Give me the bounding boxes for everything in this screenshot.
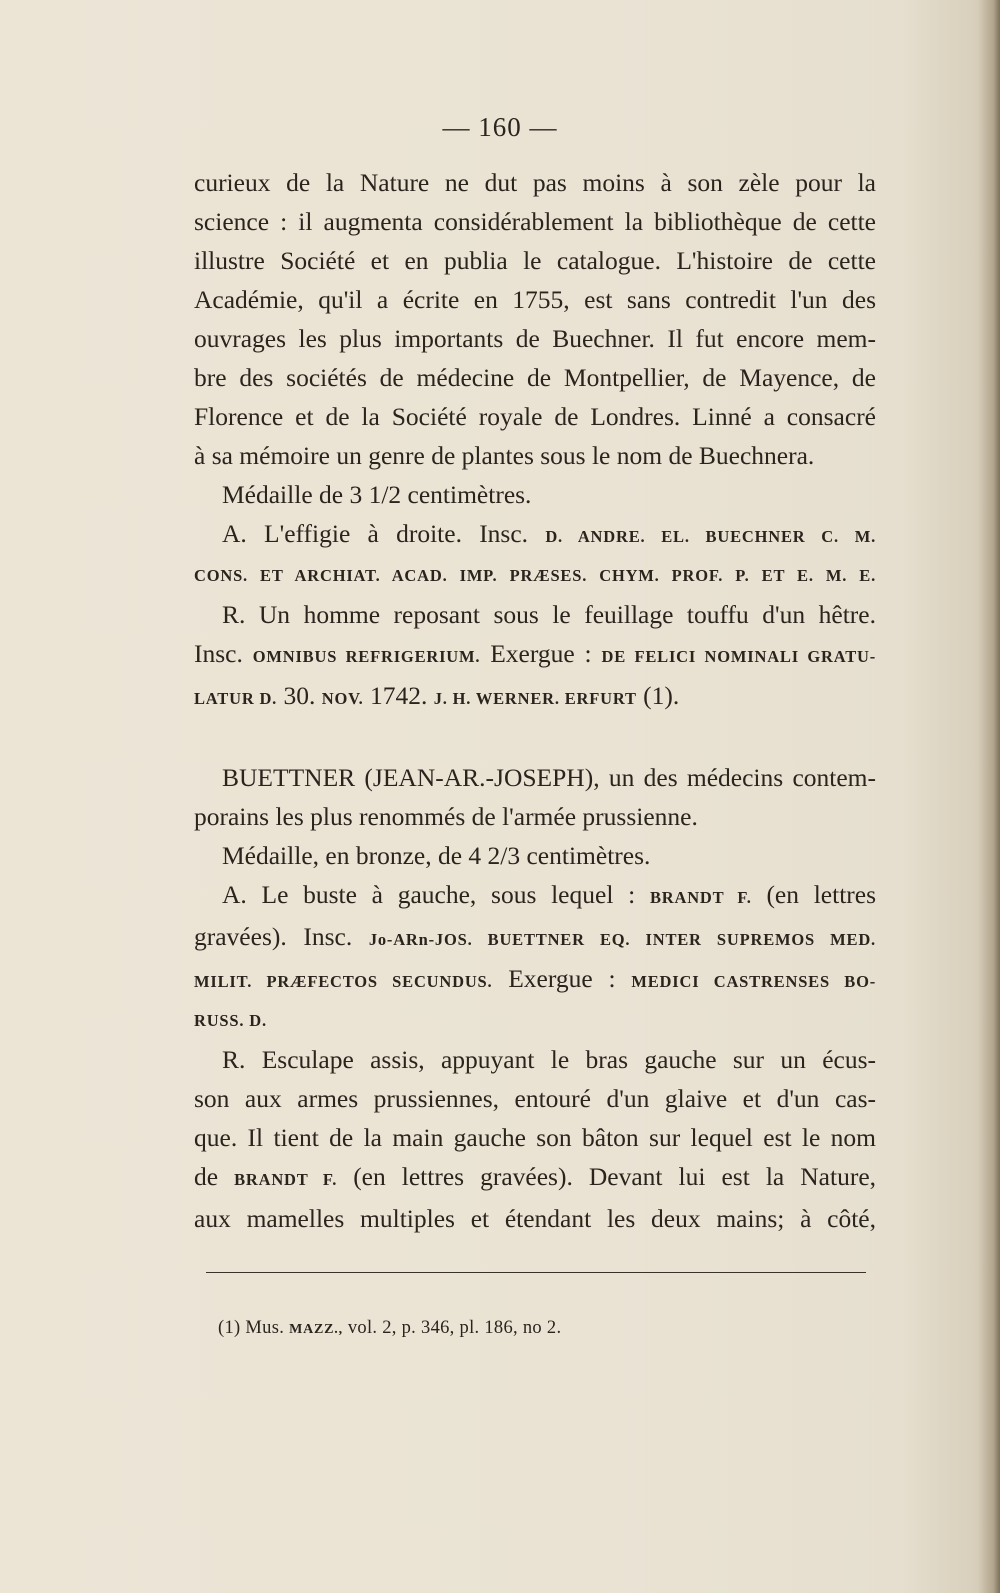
inscription: BRANDT F. — [234, 1170, 338, 1189]
text-line: Académie, qu'il a écrite en 1755, est sans contredit l'un des — [194, 285, 876, 314]
inscription: DE FELICI NOMINALI GRATU- — [601, 647, 877, 666]
text-segment: 1742. — [369, 681, 428, 710]
text-line — [194, 1157, 876, 1199]
footnote-text: vol. 2, p. 346, pl. 186, no 2. — [347, 1318, 562, 1338]
text-line: à sa mémoire un genre de plantes sous le nom de Buechnera. — [194, 441, 815, 470]
text-segment: Insc. — [194, 639, 243, 668]
text-line: porains les plus renommés de l'armée prussienne. — [194, 802, 698, 831]
text-line — [194, 875, 876, 917]
inscription: J. H. WERNER. ERFURT — [433, 689, 637, 708]
inscription: BRANDT F. — [649, 888, 752, 907]
text-line: science : il augmenta considérablement la bibliothèque de cette — [194, 207, 876, 236]
inscription: LATUR D. — [194, 689, 278, 708]
inscription: MEDICI CASTRENSES BO- — [631, 972, 877, 991]
inscription: MILIT. PRÆFECTOS SECUNDUS. — [194, 972, 493, 991]
text-line: curieux de la Nature ne dut pas moins à son zèle pour la — [194, 168, 876, 197]
text-line: que. Il tient de la main gauche son bâton sur lequel est le nom — [194, 1123, 876, 1152]
text-segment: Exergue : — [490, 639, 592, 668]
footnote-divider — [206, 1272, 866, 1273]
footnote — [218, 1318, 561, 1339]
text-line: son aux armes prussiennes, entouré d'un glaive et d'un cas- — [194, 1084, 876, 1113]
text-line: Médaille de 3 1/2 centimètres. — [222, 480, 532, 509]
footnote-reference: (1). — [643, 681, 680, 710]
footnote-abbrev: MAZZ., — [289, 1322, 343, 1337]
inscription: OMNIBUS REFRIGERIUM. — [252, 647, 481, 666]
text-line — [194, 634, 876, 676]
text-line: ouvrages les plus importants de Buechner. Il fut encore mem- — [194, 324, 876, 353]
text-segment: de — [194, 1162, 219, 1191]
text-segment: (en lettres — [766, 880, 877, 909]
text-segment: gravées). Insc. — [194, 922, 353, 951]
text-line — [194, 917, 876, 959]
section-gap — [194, 718, 876, 758]
text-line: Médaille, en bronze, de 4 2/3 centimètres. — [222, 841, 651, 870]
text-line — [194, 514, 876, 556]
text-line — [194, 959, 876, 1001]
text-segment: A. L'effigie à droite. Insc. — [222, 519, 529, 548]
text-line: R. Esculape assis, appuyant le bras gauche sur un écus- — [222, 1045, 876, 1074]
text-line: aux mamelles multiples et étendant les deux mains; à côté, — [194, 1204, 876, 1233]
inscription: D. ANDRE. EL. BUECHNER C. M. — [545, 527, 877, 546]
text-line: illustre Société et en publia le catalogue. L'histoire de cette — [194, 246, 876, 275]
text-line — [194, 676, 876, 718]
inscription-line: CONS. ET ARCHIAT. ACAD. IMP. PRÆSES. CHYM. PROF. P. ET E. M. E. — [194, 566, 876, 585]
text-line: Florence et de la Société royale de Londres. Linné a consacré — [194, 402, 876, 431]
text-segment: Exergue : — [508, 964, 616, 993]
inscription: NOV. — [321, 689, 364, 708]
main-text — [194, 163, 876, 1238]
text-segment: 30. — [283, 681, 316, 710]
footnote-text: Mus. — [245, 1318, 285, 1338]
text-segment: A. Le buste à gauche, sous lequel : — [222, 880, 636, 909]
entry-heading-line: BUETTNER (JEAN-AR.-JOSEPH), un des médecins contem- — [222, 763, 876, 792]
text-line: R. Un homme reposant sous le feuillage touffu d'un hêtre. — [222, 600, 876, 629]
page-edge-shadow — [978, 0, 1000, 1593]
text-line: bre des sociétés de médecine de Montpellier, de Mayence, de — [194, 363, 876, 392]
footnote-marker: (1) — [218, 1318, 241, 1338]
inscription: Jo-ARn-JOS. BUETTNER EQ. INTER SUPREMOS MED. — [368, 930, 876, 949]
page-number: — 160 — — [442, 112, 558, 142]
inscription-line: RUSS. D. — [194, 1011, 267, 1030]
text-segment: (en lettres gravées). Devant lui est la Nature, — [353, 1162, 877, 1191]
